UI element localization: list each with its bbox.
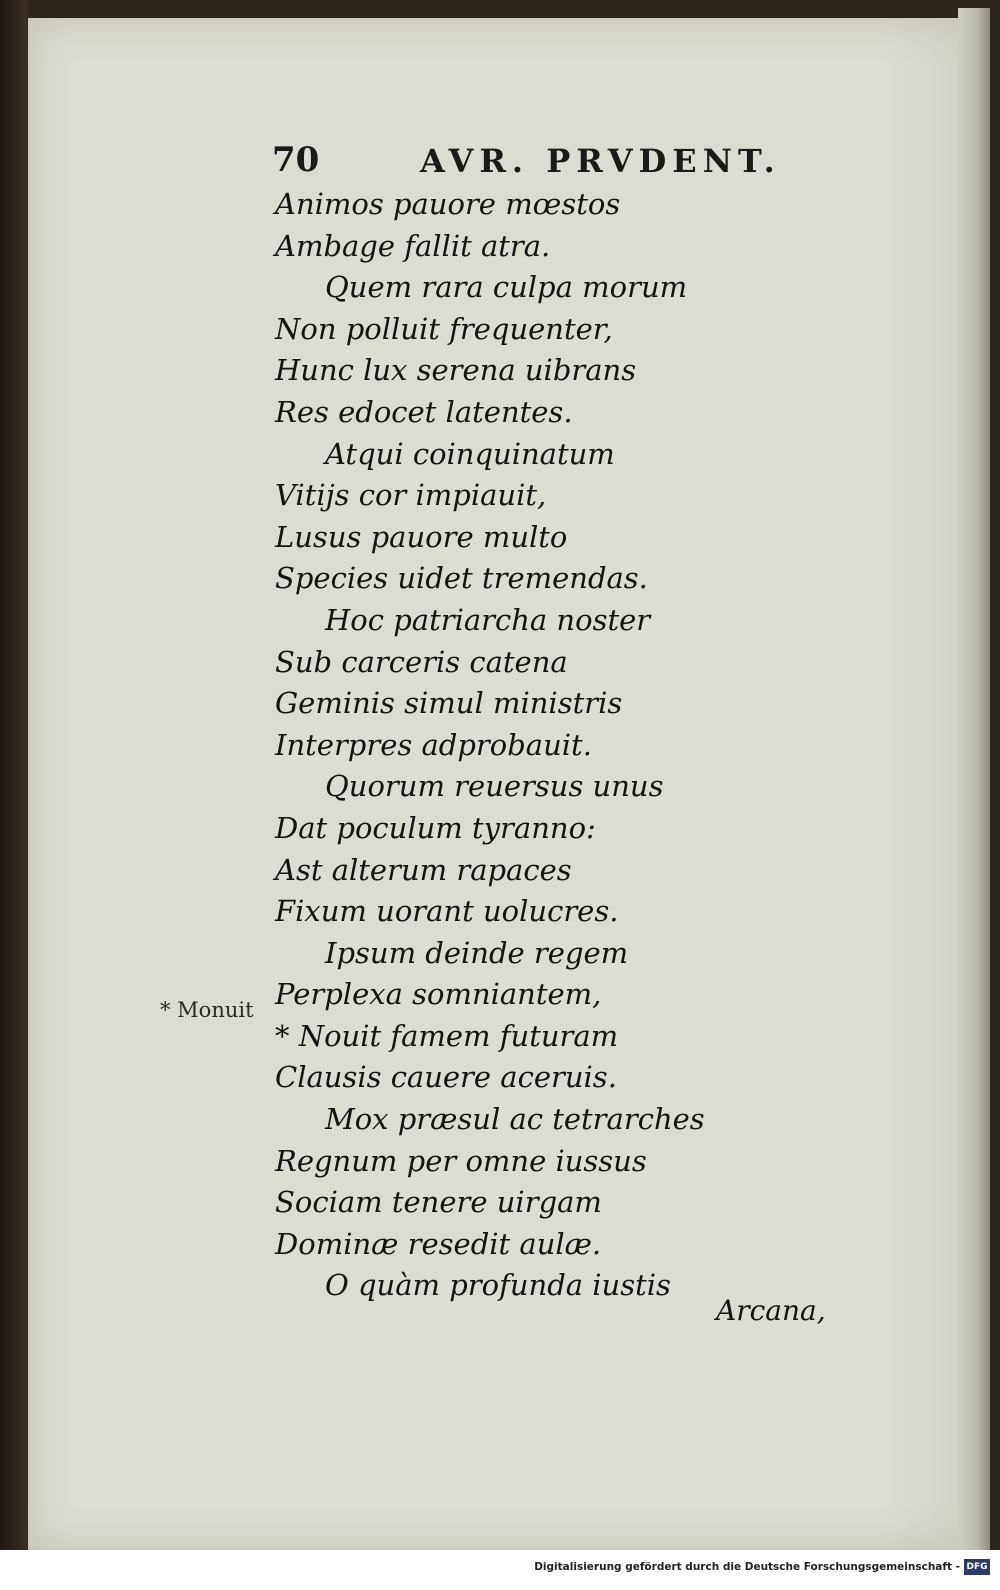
verse-line: Sub carceris catena bbox=[275, 644, 568, 679]
verse-line: Atqui coinquinatum bbox=[325, 436, 615, 471]
verse-line: Perplexa somniantem, bbox=[275, 977, 602, 1012]
verse-line: Fixum uorant uolucres. bbox=[275, 894, 619, 929]
verse-line: Ipsum deinde regem bbox=[325, 935, 629, 970]
running-head: AVR. PRVDENT. bbox=[420, 142, 781, 180]
verse-line: Dat poculum tyranno: bbox=[275, 810, 596, 845]
verse-line: Lusus pauore multo bbox=[275, 519, 568, 554]
verse-line: Ast alterum rapaces bbox=[275, 852, 572, 887]
verse-line: Mox præsul ac tetrarches bbox=[325, 1102, 705, 1137]
verse-line: Species uidet tremendas. bbox=[275, 561, 648, 596]
verse-line: Quem rara culpa morum bbox=[325, 270, 688, 305]
verse-line: Sociam tenere uirgam bbox=[275, 1185, 602, 1220]
footer-bar bbox=[0, 1550, 1000, 1590]
verse-line: Vitijs cor impiauit, bbox=[275, 478, 547, 513]
verse-line: Animos pauore mœstos bbox=[275, 187, 621, 221]
verse-line: Regnum per omne iussus bbox=[275, 1143, 647, 1178]
verse-line: * Nouit famem futuram bbox=[275, 1018, 619, 1053]
dfg-logo-icon: DFG bbox=[964, 1559, 990, 1575]
verse-text bbox=[275, 184, 875, 1307]
page-edge bbox=[958, 8, 990, 1553]
margin-note: * Monuit bbox=[160, 998, 254, 1022]
verse-line: O quàm profunda iustis bbox=[325, 1268, 671, 1303]
verse-line: Geminis simul ministris bbox=[275, 686, 623, 721]
verse-line: Non polluit frequenter, bbox=[275, 311, 613, 346]
footer-credit: Digitalisierung gefördert durch die Deutsche Forschungsgemeinschaft - bbox=[534, 1561, 960, 1573]
verse-line: Clausis cauere aceruis. bbox=[275, 1060, 617, 1095]
page-header bbox=[272, 140, 802, 190]
verse-line: Res edocet latentes. bbox=[275, 394, 573, 429]
verse-line: Ambage fallit atra. bbox=[275, 228, 551, 263]
verse-line: Hoc patriarcha noster bbox=[325, 602, 651, 637]
verse-line: Interpres adprobauit. bbox=[275, 727, 592, 762]
catchword: Arcana, bbox=[716, 1294, 826, 1327]
verse-line: Hunc lux serena uibrans bbox=[275, 353, 637, 388]
page-number: 70 bbox=[272, 140, 320, 180]
verse-line: Quorum reuersus unus bbox=[325, 769, 664, 804]
verse-line: Dominæ resedit aulæ. bbox=[275, 1226, 602, 1261]
